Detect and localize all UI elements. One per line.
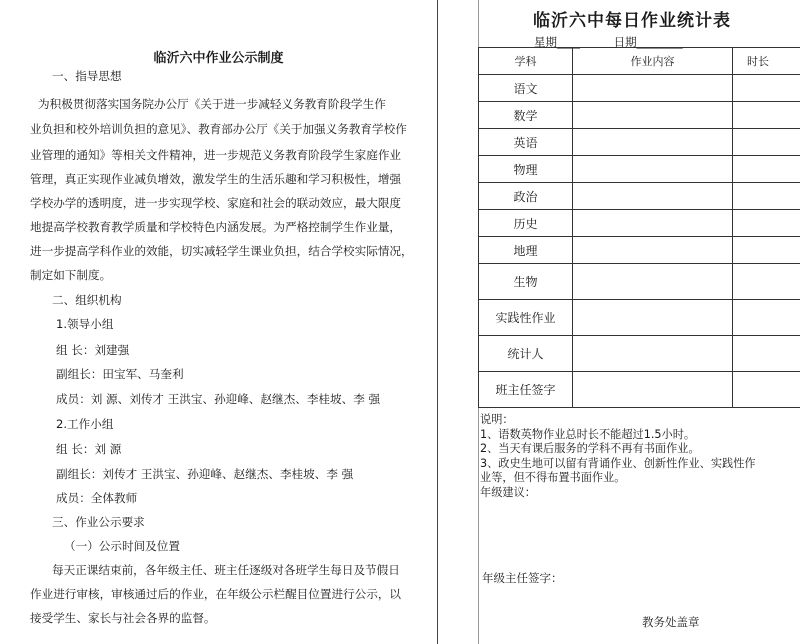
note-line: 2、当天有课后服务的学科不再有书面作业。 <box>480 442 700 455</box>
document-line: 副组长：刘传才 王洪宝、孙迎峰、赵继杰、李桂坡、李 强 <box>56 467 354 481</box>
document-line: 学校办学的透明度，进一步实现学校、家庭和社会的联动效应，最大限度 <box>30 196 402 210</box>
duration-cell[interactable] <box>733 300 800 336</box>
duration-cell[interactable] <box>733 183 800 210</box>
note-line: 业等，但不得布置书面作业。 <box>480 471 626 484</box>
document-line: 为积极贯彻落实国务院办公厅《关于进一步减轻义务教育阶段学生作 <box>38 97 386 111</box>
form-title: 临沂六中每日作业统计表 <box>533 11 731 31</box>
form-notes <box>480 413 756 500</box>
document-line: 业管理的通知》等相关文件精神，进一步规范义务教育阶段学生家庭作业 <box>30 148 402 162</box>
duration-cell[interactable] <box>733 129 800 156</box>
note-line: 1、语数英物作业总时长不能超过1.5小时。 <box>480 427 696 441</box>
document-line: 成员：全体教师 <box>56 491 138 505</box>
subject-cell: 实践性作业 <box>479 300 573 336</box>
table-row <box>479 264 800 300</box>
page-divider <box>437 0 438 644</box>
content-cell[interactable] <box>573 237 733 264</box>
table-header-row <box>479 48 800 75</box>
table-row <box>479 102 800 129</box>
document-line: （一）公示时间及位置 <box>64 539 180 553</box>
document-line: 进一步提高学科作业的效能，切实减轻学生课业负担，结合学校实际情况， <box>30 244 413 258</box>
subject-cell: 政治 <box>479 183 573 210</box>
date-label: 日期________ <box>613 35 683 49</box>
content-cell[interactable] <box>573 183 733 210</box>
document-line: 成员：刘 源、刘传才 王洪宝、孙迎峰、赵继杰、李桂坡、李 强 <box>56 392 381 406</box>
duration-cell[interactable] <box>733 336 800 372</box>
office-seal: 教务处盖章 <box>642 615 700 629</box>
content-cell[interactable] <box>573 372 733 408</box>
document-line: 2.工作小组 <box>56 417 114 431</box>
document-title: 临沂六中作业公示制度 <box>153 51 284 66</box>
table-row <box>479 183 800 210</box>
duration-cell[interactable] <box>733 237 800 264</box>
subject-cell: 地理 <box>479 237 573 264</box>
content-cell[interactable] <box>573 264 733 300</box>
document-line: 作业进行审核，审核通过后的作业，在年级公示栏醒目位置进行公示，以 <box>30 587 402 601</box>
document-line: 1.领导小组 <box>56 317 114 331</box>
subject-cell: 统计人 <box>479 336 573 372</box>
note-line: 年级建议： <box>480 485 536 499</box>
document-line: 三、作业公示要求 <box>52 515 145 529</box>
homework-form-page <box>472 0 800 644</box>
document-line: 每天正课结束前，各年级主任、班主任逐级对各班学生每日及节假日 <box>52 563 400 577</box>
table-row <box>479 129 800 156</box>
table-row <box>479 210 800 237</box>
duration-cell[interactable] <box>733 264 800 300</box>
note-line: 说明： <box>480 413 514 426</box>
content-cell[interactable] <box>573 102 733 129</box>
document-line: 二、组织机构 <box>52 293 122 307</box>
document-line: 接受学生、家长与社会各界的监督。 <box>30 611 216 625</box>
content-cell[interactable] <box>573 210 733 237</box>
subject-cell: 班主任签字 <box>479 372 573 408</box>
content-cell[interactable] <box>573 336 733 372</box>
subject-cell: 数学 <box>479 102 573 129</box>
content-cell[interactable] <box>573 156 733 183</box>
document-line: 业负担和校外培训负担的意见》、教育部办公厅《关于加强义务教育学校作 <box>30 122 407 136</box>
header-content: 作业内容 <box>573 48 733 75</box>
subject-cell: 历史 <box>479 210 573 237</box>
content-cell[interactable] <box>573 129 733 156</box>
document-line: 制定如下制度。 <box>30 268 112 282</box>
table-row <box>479 300 800 336</box>
table-row <box>479 372 800 408</box>
subject-cell: 物理 <box>479 156 573 183</box>
homework-stats-table <box>478 47 800 408</box>
duration-cell[interactable] <box>733 102 800 129</box>
document-line: 地提高学校教育教学质量和学校特色内涵发展。为严格控制学生作业量， <box>30 220 402 234</box>
table-row <box>479 75 800 102</box>
content-cell[interactable] <box>573 75 733 102</box>
header-subject: 学科 <box>479 48 573 75</box>
duration-cell[interactable] <box>733 372 800 408</box>
subject-cell: 语文 <box>479 75 573 102</box>
subject-cell: 生物 <box>479 264 573 300</box>
subject-cell: 英语 <box>479 129 573 156</box>
document-line: 组 长：刘 源 <box>56 442 122 456</box>
duration-cell[interactable] <box>733 210 800 237</box>
document-line: 管理，真正实现作业减负增效，激发学生的生活乐趣和学习积极性，增强 <box>30 172 402 186</box>
header-duration: 时长 <box>733 48 800 75</box>
week-label: 星期____ <box>534 35 580 49</box>
duration-cell[interactable] <box>733 156 800 183</box>
document-line: 一、指导思想 <box>52 69 122 83</box>
table-row <box>479 237 800 264</box>
table-row <box>479 336 800 372</box>
content-cell[interactable] <box>573 300 733 336</box>
document-line: 副组长：田宝军、马奎利 <box>56 367 184 381</box>
table-row <box>479 156 800 183</box>
document-line: 组 长：刘建强 <box>56 343 130 357</box>
duration-cell[interactable] <box>733 75 800 102</box>
grade-director-sign: 年级主任签字： <box>482 571 563 585</box>
note-line: 3、政史生地可以留有背诵作业、创新性作业、实践性作 <box>480 456 756 470</box>
